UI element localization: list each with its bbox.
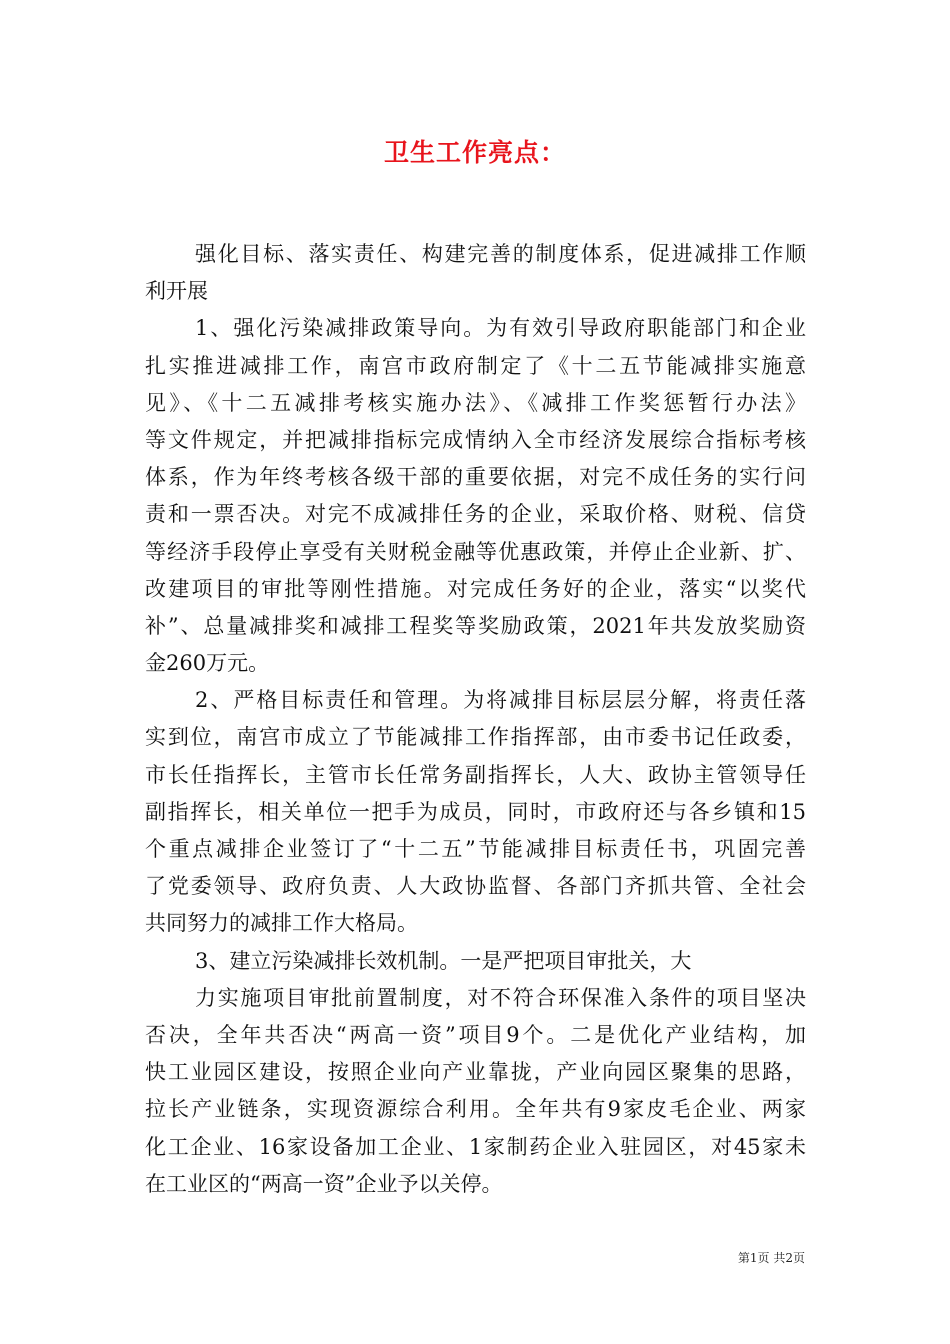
paragraph-line: 力实施项目审批前置制度，对不符合环保准入条件的项目坚决 bbox=[195, 985, 806, 1010]
paragraph-line: 等经济手段停止享受有关财税金融等优惠政策，并停止企业新、扩、 bbox=[145, 539, 806, 564]
document-body bbox=[145, 236, 806, 1203]
paragraph bbox=[145, 236, 806, 310]
paragraph-line: 拉长产业链条，实现资源综合利用。全年共有9家皮毛企业、两家 bbox=[145, 1097, 806, 1122]
paragraph-line: 等文件规定，并把减排指标完成情纳入全市经济发展综合指标考核 bbox=[145, 427, 806, 452]
paragraph-line: 个重点减排企业签订了“十二五”节能减排目标责任书，巩固完善 bbox=[145, 837, 806, 861]
paragraph-line: 见》、《十二五减排考核实施办法》、《减排工作奖惩暂行办法》 bbox=[145, 390, 806, 415]
paragraph-line: 实到位，南宫市成立了节能减排工作指挥部，由市委书记任政委， bbox=[145, 725, 806, 750]
paragraph-line: 副指挥长，相关单位一把手为成员，同时，市政府还与各乡镇和15 bbox=[145, 799, 806, 824]
paragraph-line: 2、严格目标责任和管理。为将减排目标层层分解，将责任落 bbox=[195, 688, 806, 713]
paragraph-line: 3、建立污染减排长效机制。一是严把项目审批关，大 bbox=[195, 948, 692, 973]
paragraph-line: 了党委领导、政府负责、人大政协监督、各部门齐抓共管、全社会 bbox=[145, 874, 806, 899]
paragraph-line: 利开展 bbox=[145, 279, 208, 304]
paragraph-line: 体系，作为年终考核各级干部的重要依据，对完不成任务的实行问 bbox=[145, 465, 806, 490]
document-title: 卫生工作亮点： bbox=[383, 138, 566, 167]
paragraph-line: 扎实推进减排工作，南宫市政府制定了《十二五节能减排实施意 bbox=[145, 353, 806, 378]
paragraph-line: 补”、总量减排奖和减排工程奖等奖励政策，2021年共发放奖励资 bbox=[145, 613, 806, 638]
paragraph bbox=[145, 310, 806, 682]
page-number: 第1页 共2页 bbox=[737, 1251, 805, 1265]
paragraph bbox=[145, 943, 806, 980]
paragraph-line: 1、强化污染减排政策导向。为有效引导政府职能部门和企业 bbox=[195, 316, 806, 341]
paragraph-line: 责和一票否决。对完不成减排任务的企业，采取价格、财税、信贷 bbox=[145, 502, 806, 527]
paragraph-line: 强化目标、落实责任、构建完善的制度体系，促进减排工作顺 bbox=[195, 242, 806, 266]
paragraph-line: 快工业园区建设，按照企业向产业靠拢，产业向园区聚集的思路， bbox=[145, 1060, 806, 1085]
paragraph-line: 改建项目的审批等刚性措施。对完成任务好的企业，落实“以奖代 bbox=[145, 576, 806, 601]
paragraph-line: 否决，全年共否决“两高一资”项目9个。二是优化产业结构，加 bbox=[145, 1022, 806, 1047]
paragraph-line: 市长任指挥长，主管市长任常务副指挥长，人大、政协主管领导任 bbox=[145, 762, 806, 787]
paragraph-line: 在工业区的“两高一资”企业予以关停。 bbox=[145, 1171, 503, 1196]
paragraph-line: 金260万元。 bbox=[145, 651, 270, 676]
paragraph bbox=[145, 682, 806, 942]
paragraph bbox=[145, 980, 806, 1203]
paragraph-line: 化工企业、16家设备加工企业、1家制药企业入驻园区，对45家未 bbox=[145, 1134, 806, 1159]
paragraph-line: 共同努力的减排工作大格局。 bbox=[145, 911, 418, 936]
